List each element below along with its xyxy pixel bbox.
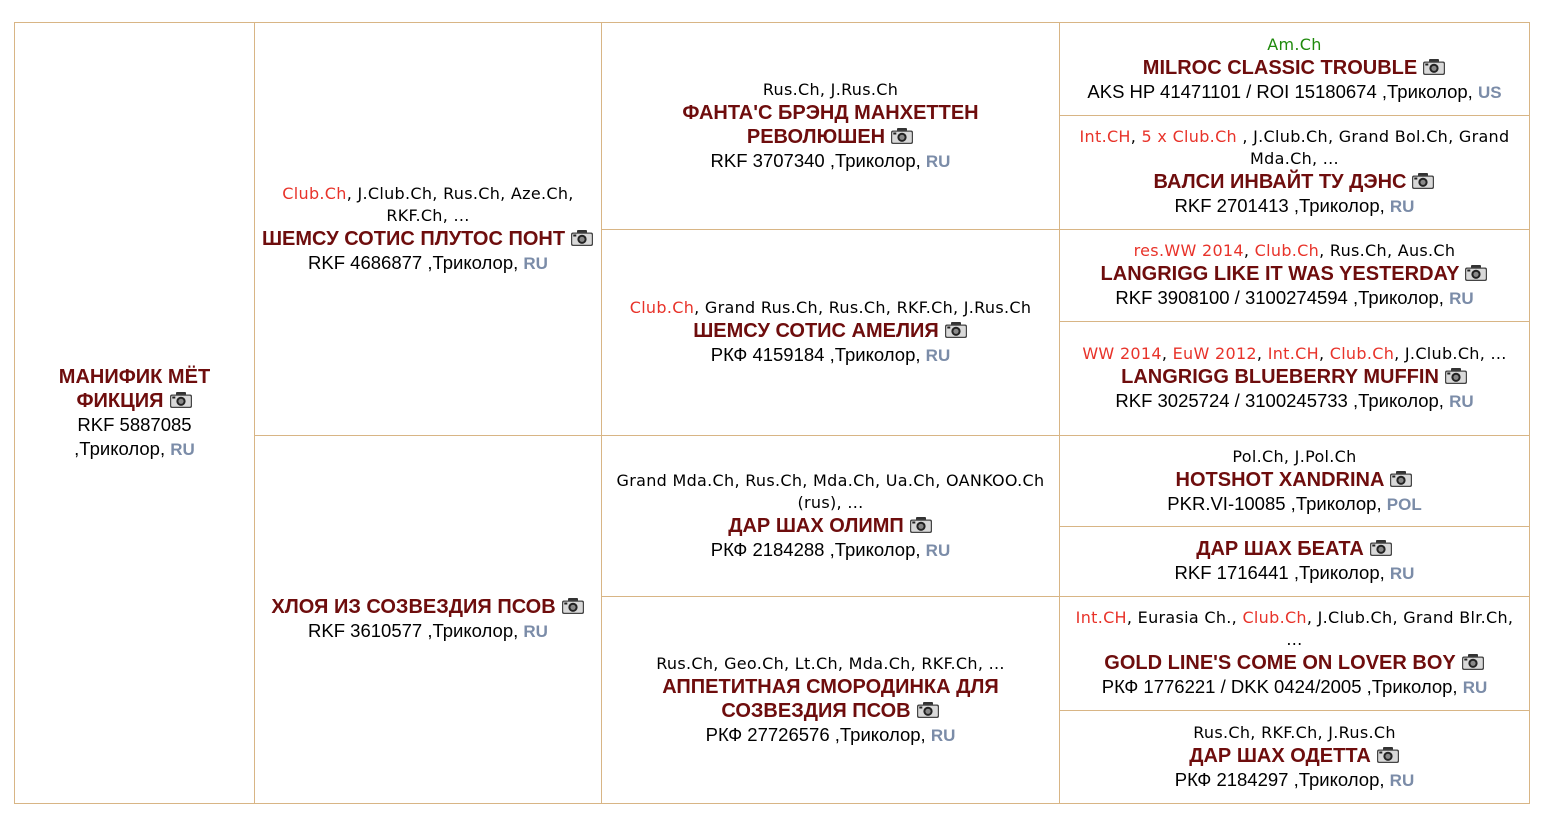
country-code: RU (925, 151, 951, 171)
name-line (1176, 468, 1414, 492)
camera-icon[interactable] (1389, 470, 1413, 488)
name-line (672, 101, 989, 149)
country-code: RU (1389, 564, 1415, 583)
registration (1175, 768, 1414, 793)
registration (308, 619, 548, 644)
registration-text: AKS HP 41471101 / ROI 15180674 ,Триколор, (1087, 80, 1478, 102)
name-line (1101, 262, 1489, 286)
titles (630, 297, 1032, 319)
dog-cell-subject (14, 22, 255, 804)
dog-cell-sire (254, 22, 602, 436)
registration (1167, 492, 1421, 517)
dog-cell-sd-dam (1059, 321, 1530, 436)
registration-text: РКФ 4159184 ,Триколор, (710, 344, 926, 365)
country-code: RU (1462, 678, 1488, 697)
dog-name-link[interactable]: LANGRIGG BLUEBERRY MUFFIN (1121, 366, 1439, 388)
titles (763, 79, 898, 101)
dog-name-link[interactable]: ШЕМСУ СОТИС ПЛУТОС ПОНТ (261, 227, 566, 250)
name-line (632, 675, 1029, 723)
country-code: RU (1389, 770, 1415, 790)
dog-cell-dd-dam (1059, 710, 1530, 804)
titles (656, 653, 1005, 675)
camera-icon[interactable] (169, 391, 193, 409)
title-segment: EuW 2012 (1172, 344, 1257, 363)
title-segment: , (1318, 344, 1330, 363)
dog-cell-ss-dam (1059, 115, 1530, 230)
title-segment: Club.Ch (282, 183, 347, 203)
country-code: RU (1449, 289, 1474, 308)
name-line (49, 365, 220, 413)
title-segment: , Grand Rus.Ch, Rus.Ch, RKF.Ch, J.Rus.Ch (694, 298, 1032, 317)
dog-cell-ss-sire (1059, 22, 1530, 116)
title-segment: Am.Ch (1267, 34, 1322, 54)
country-code: RU (170, 439, 195, 459)
camera-icon[interactable] (1461, 653, 1485, 671)
registration-text: RKF 5887085 ,Триколор, (74, 413, 192, 459)
registration (1175, 561, 1415, 586)
country-code: RU (523, 253, 548, 273)
name-line (1104, 651, 1484, 675)
title-segment: Grand Mda.Ch, Rus.Ch, Mda.Ch, Ua.Ch, OANKOO.Ch (rus), ... (616, 470, 1045, 512)
title-segment: , J.Club.Ch, Grand Blr.Ch, ... (1286, 608, 1514, 649)
dog-name-link[interactable]: ДАР ШАХ ОДЕТТА (1189, 744, 1371, 767)
registration-text: РКФ 2184288 ,Триколор, (710, 538, 926, 560)
registration-text: RKF 2701413 ,Триколор, (1174, 195, 1390, 216)
camera-icon[interactable] (916, 701, 940, 719)
country-code: RU (925, 346, 951, 365)
name-line (1143, 56, 1446, 80)
title-segment: res.WW 2014 (1133, 241, 1244, 260)
dog-cell-dam-sire (601, 435, 1060, 597)
camera-icon[interactable] (1444, 367, 1468, 385)
name-line (271, 595, 584, 619)
registration (1175, 194, 1415, 219)
titles (1232, 446, 1356, 468)
dog-name-link[interactable]: АППЕТИТНАЯ СМОРОДИНКА ДЛЯ СОЗВЕЗДИЯ ПСОВ (662, 675, 999, 722)
dog-name-link[interactable]: МАНИФИК МЁТ ФИКЦИЯ (58, 365, 211, 412)
camera-icon[interactable] (890, 127, 914, 145)
country-code: POL (1386, 494, 1422, 514)
title-segment: , (1130, 127, 1142, 146)
titles (1066, 607, 1523, 651)
title-segment: Rus.Ch, J.Rus.Ch (762, 79, 899, 99)
titles (1193, 722, 1396, 744)
title-segment: , J.Club.Ch, Grand Bol.Ch, Grand Mda.Ch, ... (1236, 127, 1510, 168)
dog-name-link[interactable]: ФАНТА'С БРЭНД МАНХЕТТЕН РЕВОЛЮШЕН (682, 101, 979, 148)
country-code: US (1477, 82, 1502, 102)
registration-text: РКФ 27726576 ,Триколор, (705, 723, 931, 745)
title-segment: , Rus.Ch, Aus.Ch (1319, 241, 1456, 260)
name-line (1189, 744, 1400, 768)
title-segment: WW 2014 (1082, 344, 1162, 363)
dog-cell-dam-dam (601, 596, 1060, 804)
registration (1102, 675, 1488, 700)
dog-name-link[interactable]: GOLD LINE'S COME ON LOVER BOY (1104, 652, 1456, 674)
name-line (262, 227, 594, 251)
dog-name-link[interactable]: MILROC CLASSIC TROUBLE (1142, 56, 1418, 79)
camera-icon[interactable] (570, 229, 594, 247)
pedigree-table (14, 22, 1530, 804)
title-segment: 5 x Club.Ch (1141, 127, 1237, 146)
dog-cell-dd-sire (1059, 596, 1530, 711)
dog-name-link[interactable]: ДАР ШАХ ОЛИМП (728, 514, 904, 537)
registration-text: RKF 1716441 ,Триколор, (1174, 562, 1390, 583)
registration (1087, 80, 1501, 105)
dog-cell-sd-sire (1059, 229, 1530, 322)
title-segment: Club.Ch (1254, 241, 1320, 260)
titles (1267, 34, 1321, 56)
dog-cell-ds-dam (1059, 526, 1530, 597)
registration-text: РКФ 2184297 ,Триколор, (1174, 768, 1390, 790)
title-segment: Rus.Ch, RKF.Ch, J.Rus.Ch (1193, 722, 1396, 742)
title-segment: , J.Club.Ch, ... (1394, 344, 1507, 363)
dog-name-link[interactable]: ХЛОЯ ИЗ СОЗВЕЗДИЯ ПСОВ (271, 596, 556, 618)
titles (1134, 240, 1456, 262)
camera-icon[interactable] (1464, 264, 1488, 282)
titles (261, 183, 595, 227)
name-line (693, 319, 968, 343)
camera-icon[interactable] (944, 321, 968, 339)
title-segment: , J.Club.Ch, Rus.Ch, Aze.Ch, RKF.Ch, ... (346, 183, 574, 225)
title-segment: Club.Ch (1329, 344, 1395, 363)
registration (1115, 389, 1473, 414)
title-segment: Int.CH (1267, 344, 1319, 363)
titles (1066, 126, 1523, 170)
country-code: RU (930, 725, 956, 745)
registration-text: RKF 3025724 / 3100245733 ,Триколор, (1115, 390, 1450, 411)
dog-name-link[interactable]: ВАЛСИ ИНВАЙТ ТУ ДЭНС (1153, 171, 1407, 193)
titles (608, 470, 1053, 514)
title-segment: Pol.Ch, J.Pol.Ch (1232, 446, 1357, 466)
name-line (1196, 537, 1393, 561)
title-segment: , (1161, 344, 1173, 363)
registration-text: RKF 3610577 ,Триколор, (308, 620, 524, 641)
registration (49, 413, 220, 462)
registration-text: RKF 3707340 ,Триколор, (710, 149, 926, 171)
name-line (728, 514, 933, 538)
name-line (1121, 365, 1468, 389)
registration-text: RKF 4686877 ,Триколор, (308, 251, 524, 273)
camera-icon[interactable] (561, 597, 585, 615)
name-line (1154, 170, 1436, 194)
registration (711, 538, 950, 563)
dog-cell-ds-sire (1059, 435, 1530, 527)
dog-name-link[interactable]: HOTSHOT XANDRINA (1175, 468, 1385, 491)
titles (1082, 343, 1506, 365)
camera-icon[interactable] (1422, 58, 1446, 76)
dog-name-link[interactable]: LANGRIGG LIKE IT WAS YESTERDAY (1100, 263, 1460, 285)
title-segment: Int.CH (1075, 608, 1127, 627)
title-segment: , (1243, 241, 1255, 260)
camera-icon[interactable] (1411, 172, 1435, 190)
camera-icon[interactable] (909, 516, 933, 534)
dog-cell-sire-dam (601, 229, 1060, 436)
camera-icon[interactable] (1376, 746, 1400, 764)
title-segment: Club.Ch (629, 298, 695, 317)
camera-icon[interactable] (1369, 539, 1393, 557)
dog-name-link[interactable]: ДАР ШАХ БЕАТА (1196, 538, 1364, 560)
registration-text: RKF 3908100 / 3100274594 ,Триколор, (1115, 287, 1450, 308)
title-segment: , (1256, 344, 1268, 363)
dog-cell-dam (254, 435, 602, 804)
registration-text: РКФ 1776221 / DKK 0424/2005 ,Триколор, (1101, 676, 1463, 697)
country-code: RU (925, 540, 951, 560)
dog-cell-sire-sire (601, 22, 1060, 230)
title-segment: Rus.Ch, Geo.Ch, Lt.Ch, Mda.Ch, RKF.Ch, ... (656, 653, 1005, 673)
registration (1115, 286, 1473, 311)
dog-name-link[interactable]: ШЕМСУ СОТИС АМЕЛИЯ (693, 320, 939, 342)
title-segment: Club.Ch (1242, 608, 1307, 627)
registration (706, 723, 956, 748)
registration (711, 343, 950, 368)
country-code: RU (1449, 392, 1474, 411)
registration (308, 251, 548, 276)
registration (711, 149, 951, 174)
title-segment: Int.CH (1079, 127, 1131, 146)
registration-text: PKR.VI-10085 ,Триколор, (1167, 492, 1387, 514)
country-code: RU (523, 622, 548, 641)
title-segment: , Eurasia Ch., (1126, 608, 1243, 627)
country-code: RU (1389, 197, 1415, 216)
